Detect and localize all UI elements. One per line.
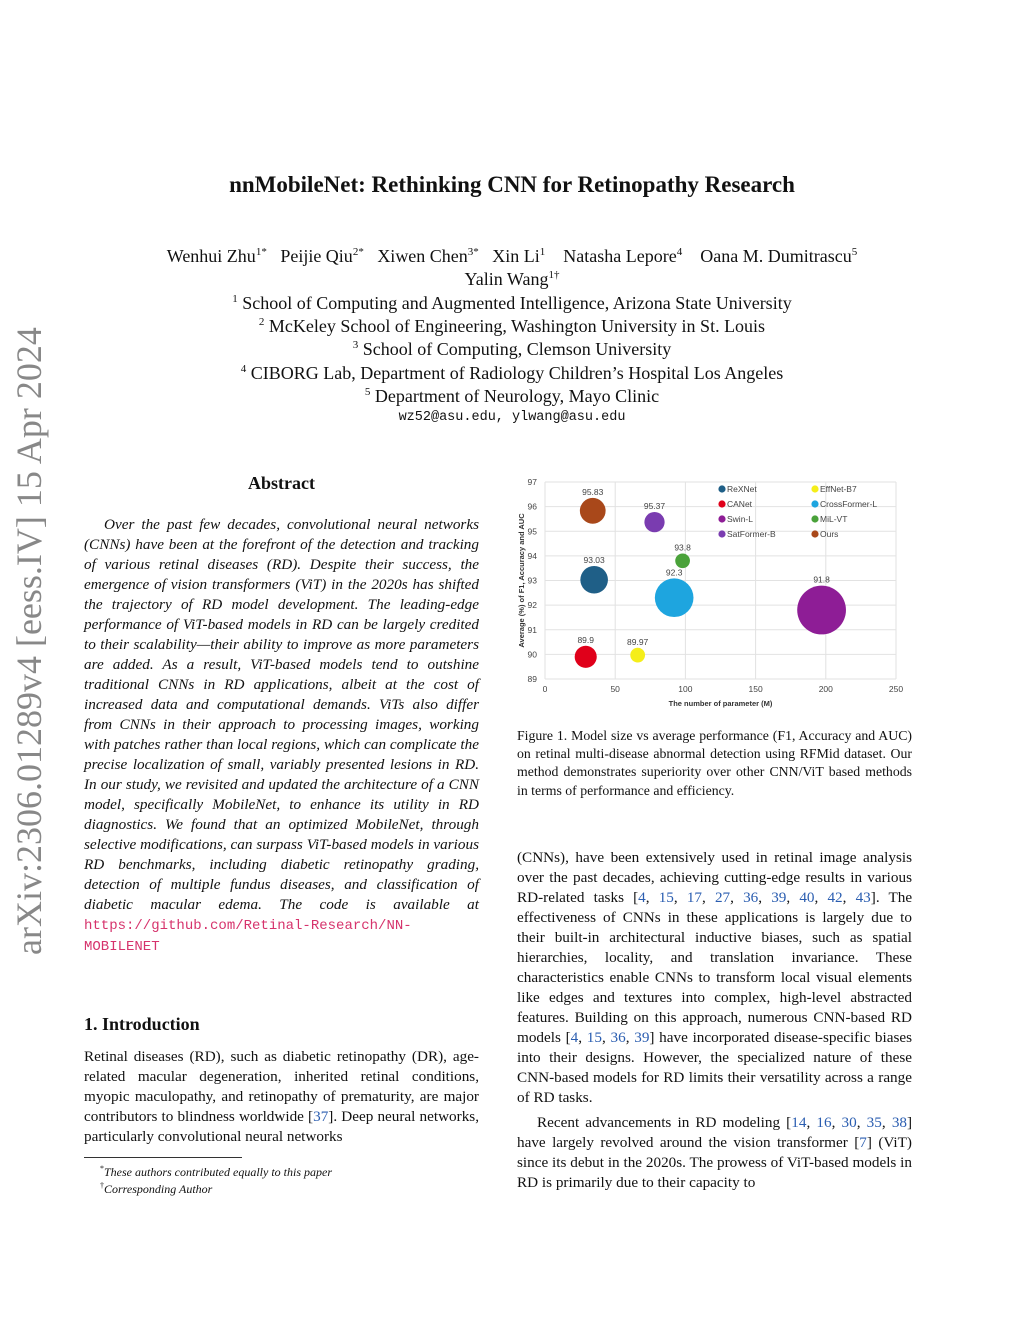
x-tick-label: 250 xyxy=(888,684,904,694)
citation-link[interactable]: 27 xyxy=(714,889,731,906)
data-label: 93.8 xyxy=(674,542,691,553)
data-point-mil-vt xyxy=(675,553,690,568)
abstract-heading: Abstract xyxy=(248,473,315,493)
arxiv-stamp: arXiv:2306.01289v4 [eess.IV] 15 Apr 2024 xyxy=(9,327,49,955)
y-tick-label: 94 xyxy=(527,550,537,561)
legend-swatch xyxy=(718,530,725,537)
intro-paragraph: Recent advancements in RD modeling [14, 16, 30, 35, 38] have largely revolved around the vision transformer [7] (ViT) since its debut in the 2020s. The prowess of ViT-based models in RD is primarily due to their capacity to xyxy=(517,1114,913,1191)
x-axis-label: The number of parameter (M) xyxy=(668,699,773,708)
legend-label: Ours xyxy=(820,529,839,539)
affiliation: $^5$ Department of Neurology, Mayo Clinic xyxy=(364,386,660,406)
section-heading: 1. Introduction xyxy=(84,1014,200,1034)
data-label: 95.37 xyxy=(643,501,666,512)
data-point-swin-l xyxy=(797,586,846,635)
data-label: 92.3 xyxy=(665,567,683,578)
footnote-divider xyxy=(84,1157,242,1158)
legend-label: SatFormer-B xyxy=(727,529,776,539)
footnote: †Corresponding Author xyxy=(100,1181,213,1196)
citation-link[interactable]: 36 xyxy=(610,1029,626,1046)
authors-line-1: Wenhui Zhu$^{1*}$ Peijie Qiu$^{2*}$ Xiwen Chen$^{3*}$ Xin Li$^1$ Natasha Lepore$^4$ Oana M. Dumitrascu$^5$ xyxy=(166,246,858,266)
y-tick-label: 96 xyxy=(527,501,537,512)
citation-link[interactable]: 38 xyxy=(891,1114,907,1131)
intro-paragraph: (CNNs), have been extensively used in retinal image analysis over the past decades, achieving cutting-edge results in various RD-related tasks [4, 15, 17, 27, 36, 39, 40, 42, 43]. The effectiveness of CNNs in these applications is largely due to their built-in architectural inductive biases, such as spatial hierarchies, locality, and translation invariance. These characteristics enable CNNs to transform local visual elements like edges and textures into complex, high-level abstracted features. Building on this approach, numerous CNN-based RD models [4, 15, 36, 39] have incorporated disease-specific biases into their designs. However, the specialized nature of these CNN-based models for RD limits their versatility across a range of RD tasks. xyxy=(517,849,913,1106)
data-label: 91.8 xyxy=(813,574,830,585)
footnote: *These authors contributed equally to this paper xyxy=(100,1164,332,1179)
author: Oana M. Dumitrascu xyxy=(700,246,852,266)
x-tick-label: 0 xyxy=(542,684,548,694)
y-axis-label: Average (%) of F1, Accuracy and AUC xyxy=(517,513,526,648)
legend-label: EffNet-B7 xyxy=(820,484,857,494)
legend-swatch xyxy=(811,515,818,522)
author: Wenhui Zhu xyxy=(166,246,256,266)
citation-link[interactable]: 17 xyxy=(686,889,703,906)
legend-label: ReXNet xyxy=(727,484,757,494)
citation-link[interactable]: 36 xyxy=(743,889,759,906)
data-point-rexnet xyxy=(580,566,608,594)
author: Xiwen Chen xyxy=(377,246,468,266)
citation-link[interactable]: 43 xyxy=(855,889,871,906)
affiliation: $^3$ School of Computing, Clemson University xyxy=(352,339,672,359)
legend-swatch xyxy=(811,485,818,492)
data-point-crossformer-l xyxy=(655,578,694,617)
author: Natasha Lepore xyxy=(563,246,677,266)
legend-label: Swin-L xyxy=(727,514,753,524)
citation-link[interactable]: 4 xyxy=(638,889,646,906)
author: Peijie Qiu xyxy=(280,246,353,266)
citation-link[interactable]: 40 xyxy=(799,889,815,906)
data-label: 95.83 xyxy=(582,486,604,497)
legend-label: CANet xyxy=(727,499,753,509)
legend-swatch xyxy=(811,530,818,537)
y-tick-label: 91 xyxy=(527,624,537,635)
y-tick-label: 93 xyxy=(527,575,537,586)
legend-swatch xyxy=(718,485,725,492)
paper-title: nnMobileNet: Rethinking CNN for Retinopathy Research xyxy=(229,172,795,197)
abstract-body: Over the past few decades, convolutional neural networks (CNNs) have been at the forefront of the detection and tracking of various retinal diseases (RD). Despite their success, the emergence of vision transformers (ViT) in the 2020s has shifted the trajectory of RD model development. The leading-edge performance of ViT-based models in RD can be largely credited to their scalability—their ability to improve as more parameters are added. As a result, ViT-based models tend to outshine traditional CNNs in RD applications, albeit at the cost of increased data and computational demands. ViTs also differ from CNNs in their approach to processing images, working with patches rather than local regions, which can complicate the precise localization of small, variably presented lesions in RD. In our study, we revisited and updated the architecture of a CNN model, specifically MobileNet, to enhance its utility in RD diagnostics. We found that an optimized MobileNet, through selective modifications, can surpass ViT-based models in various RD benchmarks, including diabetic retinopathy grading, detection of multiple fundus diseases, and classification of diabetic macular edema. The code is available at https://github.com/Retinal-Research/NN-MOBILENET xyxy=(84,516,479,955)
y-tick-label: 95 xyxy=(527,526,537,537)
citation-link[interactable]: 7 xyxy=(859,1134,867,1151)
emails: wz52@asu.edu, ylwang@asu.edu xyxy=(398,410,626,425)
author: Xin Li xyxy=(492,246,540,266)
x-tick-label: 50 xyxy=(610,684,620,694)
code-link[interactable]: https://github.com/Retinal-Research/NN-MOBILENET xyxy=(84,918,412,955)
affiliation: $^2$ McKeley School of Engineering, Washington University in St. Louis xyxy=(258,316,766,336)
x-tick-label: 100 xyxy=(678,684,693,694)
y-tick-label: 90 xyxy=(527,649,537,660)
x-tick-label: 150 xyxy=(748,684,763,694)
citation-link[interactable]: 39 xyxy=(634,1029,650,1046)
data-point-effnet-b7 xyxy=(630,648,645,663)
affiliation: $^4$ CIBORG Lab, Department of Radiology Children’s Hospital Los Angeles xyxy=(240,363,784,383)
y-tick-label: 97 xyxy=(527,477,537,487)
legend-label: MiL-VT xyxy=(820,514,848,524)
affiliation: $^1$ School of Computing and Augmented Intelligence, Arizona State University xyxy=(232,293,792,313)
x-tick-label: 200 xyxy=(818,684,833,694)
authors-line-2: Yalin Wang$^{1\dagger}$ xyxy=(464,269,560,289)
citation-link[interactable]: 39 xyxy=(771,889,787,906)
data-point-satformer-b xyxy=(644,512,664,532)
citation-link[interactable]: 30 xyxy=(841,1114,857,1131)
legend-label: CrossFormer-L xyxy=(820,499,878,509)
data-point-canet xyxy=(575,646,597,668)
citation-link[interactable]: 37 xyxy=(313,1108,329,1125)
citation-link[interactable]: 4 xyxy=(570,1029,579,1046)
author: Yalin Wang xyxy=(464,269,549,289)
data-label: 93.03 xyxy=(583,554,605,565)
data-label: 89.9 xyxy=(577,634,594,645)
citation-link[interactable]: 15 xyxy=(658,889,674,906)
y-tick-label: 92 xyxy=(527,600,537,611)
legend-swatch xyxy=(811,500,818,507)
legend-swatch xyxy=(718,515,725,522)
citation-link[interactable]: 15 xyxy=(586,1029,602,1046)
citation-link[interactable]: 42 xyxy=(827,889,843,906)
intro-paragraph: Retinal diseases (RD), such as diabetic retinopathy (DR), age-related macular degeneration, inherited retinal conditions, myopic maculopathy, and retinopathy of prematurity, are major contributors to blindness worldwide [37]. Deep neural networks, particularly convolutional neural networks xyxy=(84,1048,479,1145)
figure-caption: Figure 1. Model size vs average performance (F1, Accuracy and AUC) on retinal multi-disease abnormal detection using RFMid dataset. Our method demonstrates superiority over other CNN/ViT based methods in terms of performance and efficiency. xyxy=(517,728,912,798)
y-tick-label: 89 xyxy=(527,674,537,684)
figure-1-chart xyxy=(512,474,912,712)
citation-link[interactable]: 16 xyxy=(816,1114,832,1131)
citation-link[interactable]: 14 xyxy=(791,1114,807,1131)
data-label: 89.97 xyxy=(627,636,649,647)
legend-swatch xyxy=(718,500,725,507)
citation-link[interactable]: 35 xyxy=(866,1114,882,1131)
data-point-ours xyxy=(580,498,606,524)
